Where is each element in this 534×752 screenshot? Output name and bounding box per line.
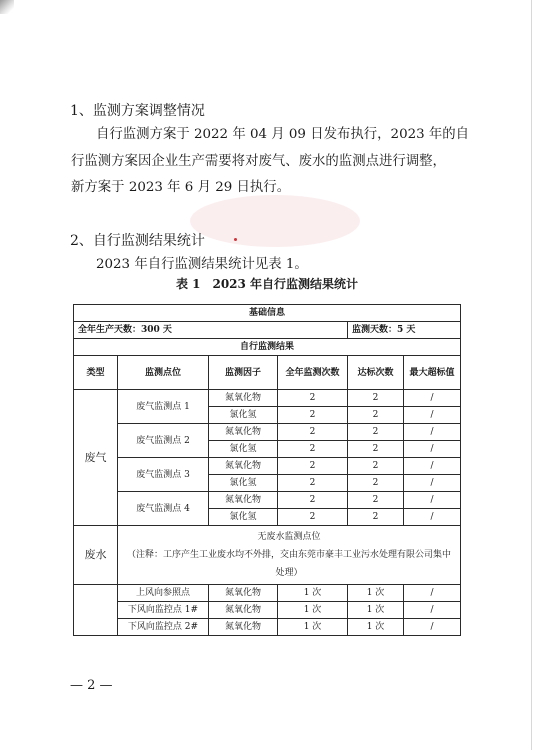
max-exceed: / — [404, 458, 461, 475]
max-exceed: / — [404, 585, 461, 602]
scan-corner-shadow — [0, 0, 14, 14]
header-max-exceed: 最大超标值 — [404, 356, 461, 390]
section-1-line-3: 新方案于 2023 年 6 月 29 日执行。 — [71, 180, 291, 195]
header-annual-count: 全年监测次数 — [278, 356, 348, 390]
factor: 氮氧化物 — [209, 602, 278, 619]
factor: 氮氧化物 — [209, 458, 278, 475]
compliant-count: 1 次 — [348, 602, 404, 619]
header-row — [74, 356, 461, 390]
table-row — [74, 322, 461, 339]
header-factor: 监测因子 — [209, 356, 278, 390]
compliant-count: 2 — [348, 492, 404, 509]
water-note-line-2: 处理） — [275, 568, 303, 578]
factor: 氮氧化物 — [209, 492, 278, 509]
compliant-count: 1 次 — [348, 585, 404, 602]
table-row — [74, 458, 461, 475]
compliant-count: 1 次 — [348, 619, 404, 636]
page-number: — 2 — — [70, 678, 113, 693]
annual-count: 2 — [278, 475, 348, 492]
header-compliant-count: 达标次数 — [348, 356, 404, 390]
annual-count: 2 — [278, 424, 348, 441]
section-1-line-2: 行监测方案因企业生产需要将对废气、废水的监测点进行调整， — [71, 154, 446, 169]
max-exceed: / — [404, 407, 461, 424]
factor: 氯化氢 — [209, 441, 278, 458]
annual-count: 2 — [278, 458, 348, 475]
monitoring-days: 监测天数：5 天 — [348, 322, 461, 339]
table-row — [74, 424, 461, 441]
factor: 氯化氢 — [209, 475, 278, 492]
gas-point: 废气监测点 3 — [118, 458, 209, 492]
factor: 氮氧化物 — [209, 390, 278, 407]
section-2-heading: 2、自行监测结果统计 — [70, 233, 205, 249]
table-row — [74, 602, 461, 619]
max-exceed: / — [404, 509, 461, 526]
section-2-intro: 2023 年自行监测结果统计见表 1。 — [96, 257, 308, 272]
annual-count: 2 — [278, 390, 348, 407]
annual-count: 1 次 — [278, 619, 348, 636]
faded-red-stamp — [190, 195, 360, 247]
gas-point: 废气监测点 1 — [118, 390, 209, 424]
annual-count: 2 — [278, 407, 348, 424]
gas-type-cell: 废气 — [74, 390, 118, 526]
compliant-count: 2 — [348, 390, 404, 407]
water-type-cell: 废水 — [74, 526, 118, 585]
compliant-count: 2 — [348, 458, 404, 475]
table-row — [74, 305, 461, 322]
table-row — [74, 390, 461, 407]
annual-count: 2 — [278, 441, 348, 458]
table-row — [74, 339, 461, 356]
table-title: 表 1 2023 年自行监测结果统计 — [175, 277, 359, 291]
compliant-count: 2 — [348, 424, 404, 441]
water-note-title: 无废水监测点位 — [257, 532, 321, 542]
max-exceed: / — [404, 441, 461, 458]
max-exceed: / — [404, 602, 461, 619]
gas-point: 废气监测点 4 — [118, 492, 209, 526]
compliant-count: 2 — [348, 475, 404, 492]
factor: 氮氧化物 — [209, 424, 278, 441]
max-exceed: / — [404, 619, 461, 636]
annual-count: 1 次 — [278, 602, 348, 619]
factor: 氮氧化物 — [209, 585, 278, 602]
section-1-line-1: 自行监测方案于 2022 年 04 月 09 日发布执行，2023 年的自 — [96, 127, 470, 142]
section-1-heading: 1、监测方案调整情况 — [70, 103, 205, 119]
results-label: 自行监测结果 — [74, 339, 461, 356]
ambient-point: 下风向监控点 2# — [118, 619, 209, 636]
compliant-count: 2 — [348, 441, 404, 458]
annual-count: 2 — [278, 492, 348, 509]
annual-count: 2 — [278, 509, 348, 526]
production-days: 全年生产天数：300 天 — [74, 322, 348, 339]
ambient-type-cell — [74, 585, 118, 636]
max-exceed: / — [404, 475, 461, 492]
red-mark — [234, 238, 237, 241]
monitoring-results-table — [73, 304, 461, 636]
table-row — [74, 492, 461, 509]
factor: 氯化氢 — [209, 407, 278, 424]
compliant-count: 2 — [348, 509, 404, 526]
table-row — [74, 585, 461, 602]
max-exceed: / — [404, 492, 461, 509]
ambient-point: 上风向参照点 — [118, 585, 209, 602]
factor: 氯化氢 — [209, 509, 278, 526]
ambient-point: 下风向监控点 1# — [118, 602, 209, 619]
basic-info-label: 基础信息 — [74, 305, 461, 322]
table-row — [74, 619, 461, 636]
header-type: 类型 — [74, 356, 118, 390]
gas-point: 废气监测点 2 — [118, 424, 209, 458]
factor: 氮氧化物 — [209, 619, 278, 636]
header-point: 监测点位 — [118, 356, 209, 390]
water-note — [118, 526, 461, 585]
water-note-line-1: （注释：工序产生工业废水均不外排，交由东莞市豪丰工业污水处理有限公司集中 — [127, 550, 452, 560]
annual-count: 1 次 — [278, 585, 348, 602]
table-row — [74, 526, 461, 585]
max-exceed: / — [404, 390, 461, 407]
max-exceed: / — [404, 424, 461, 441]
compliant-count: 2 — [348, 407, 404, 424]
